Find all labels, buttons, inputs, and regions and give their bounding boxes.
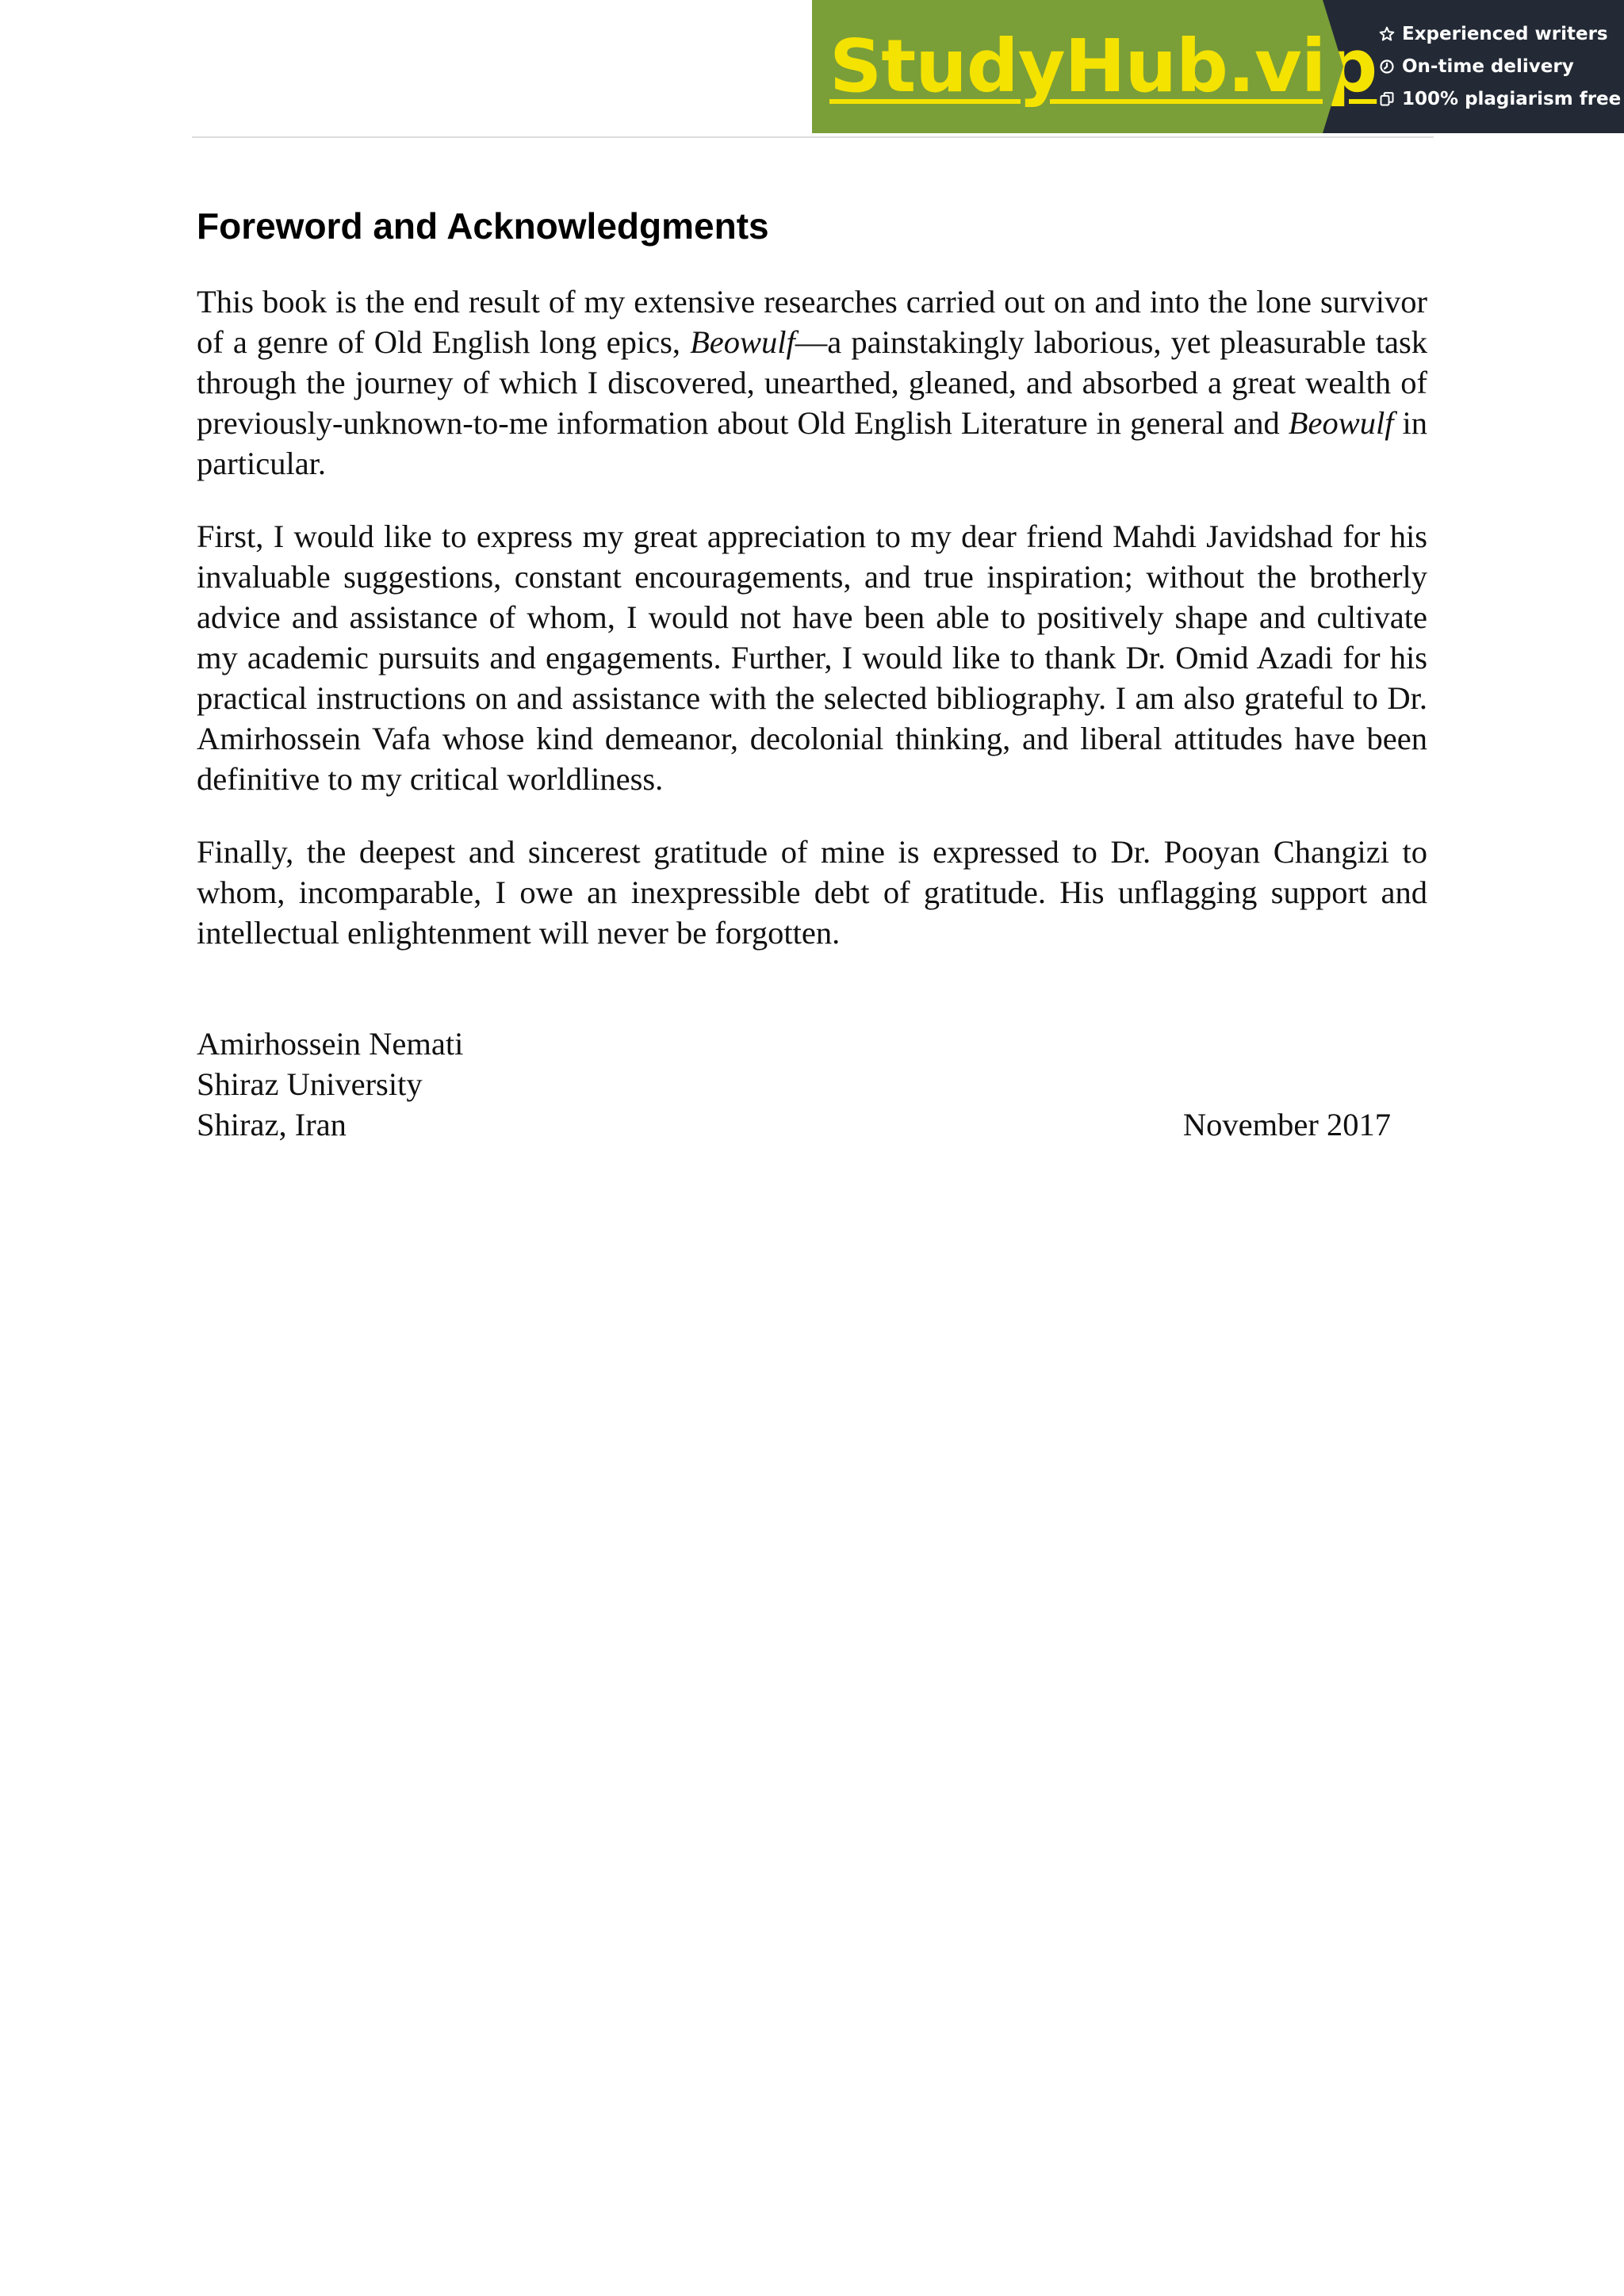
header-divider — [192, 136, 1434, 138]
feature-label: 100% plagiarism free — [1402, 89, 1622, 109]
paragraph-thanks: First, I would like to express my great appreciation to my dear friend Mahdi Javidshad for his invaluable suggestions, constant encouragements, and true inspiration; without the brotherly advice and assistance of whom, I would not have been able to positively shape and cultivate my academic pursuits and engagements. Further, I would like to thank Dr. Omid Azadi for his practical instructions on and assistance with the selected bibliography. I am also grateful to Dr. Amirhossein Vafa whose kind demeanor, decolonial thinking, and liberal attitudes have been definitive to my critical worldliness. — [197, 519, 1427, 798]
clock-icon — [1377, 59, 1397, 75]
feature-label: On-time delivery — [1402, 56, 1574, 77]
feature-plagiarism-free — [1377, 89, 1624, 109]
feature-experienced-writers — [1377, 24, 1624, 44]
paragraph-gratitude: Finally, the deepest and sincerest gratitude of mine is expressed to Dr. Pooyan Changizi to whom, incomparable, I owe an inexpressible debt of gratitude. His unflagging support and intellectual enlightenment will never be forgotten. — [197, 834, 1427, 951]
star-icon — [1377, 26, 1397, 42]
author-name: Amirhossein Nemati — [197, 1026, 464, 1062]
author-institution: Shiraz University — [197, 1066, 423, 1102]
paragraph-intro — [197, 281, 1427, 484]
italic-title: Beowulf — [1288, 405, 1394, 442]
document-date: November 2017 — [1182, 1107, 1391, 1142]
italic-title: Beowulf — [690, 324, 795, 361]
text-run: in particular. — [197, 405, 1427, 482]
document-body — [197, 205, 1427, 985]
signature-block — [197, 1024, 1391, 1145]
brand-arrow-shape — [1323, 0, 1343, 133]
feature-on-time-delivery — [1377, 56, 1624, 77]
brand-logo-block[interactable] — [812, 0, 1377, 133]
brand-logo-text: StudyHub.vip — [829, 24, 1377, 109]
copy-icon — [1377, 91, 1397, 107]
page-title: Foreword and Acknowledgments — [197, 205, 769, 247]
author-location: Shiraz, Iran — [197, 1107, 347, 1142]
text-run: —a painstakingly laborious, yet pleasurable task through the journey of which I discovered, unearthed, gleaned, and absorbed a great wealth of previously-unknown-to-me information about Old English Literature in general and — [197, 324, 1427, 442]
feature-label: Experienced writers — [1402, 24, 1608, 44]
text-run: This book is the end result of my extensive researches carried out on and into the lone survivor of a genre of Old English long epics, — [197, 284, 1427, 361]
ad-banner[interactable] — [812, 0, 1624, 133]
location-date-line — [197, 1104, 1391, 1145]
